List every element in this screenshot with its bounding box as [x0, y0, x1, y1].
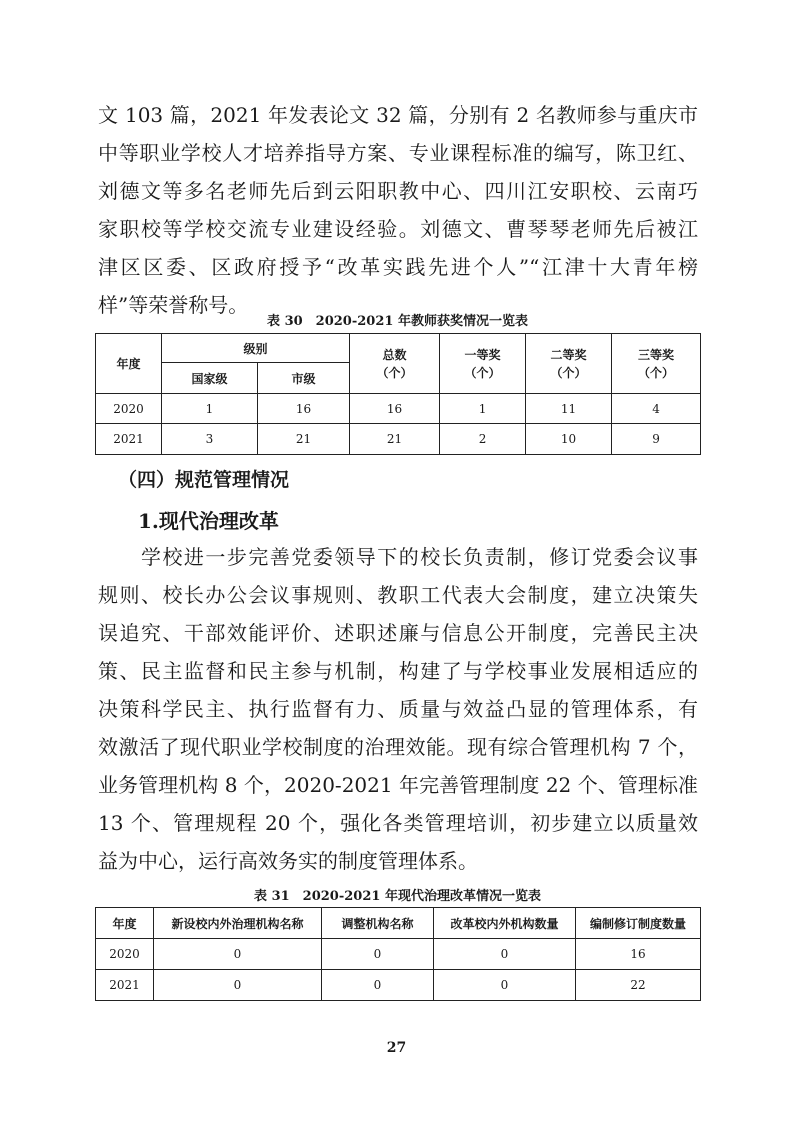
teacher-awards-table	[95, 333, 701, 455]
header-unit: （个）	[550, 365, 587, 380]
paragraph-teacher-achievements	[98, 96, 698, 324]
header-first-label: 一等奖	[464, 347, 501, 362]
text-line: 决策科学民主、执行监督有力、质量与效益凸显的管理体系，有	[98, 697, 698, 721]
header-second-prize	[526, 334, 612, 394]
table-cell: 11	[526, 394, 612, 424]
text-line: 误追究、干部效能评价、述职述廉与信息公开制度，完善民主决	[98, 621, 698, 645]
table-cell: 16	[576, 939, 701, 970]
table-cell: 1	[162, 394, 258, 424]
header-adjusted-bodies: 调整机构名称	[322, 908, 434, 939]
table-cell: 9	[612, 424, 701, 455]
header-third-label: 三等奖	[638, 347, 675, 362]
text-line: 样”等荣誉称号。	[98, 293, 249, 317]
text-line: 中等职业学校人才培养指导方案、专业课程标准的编写，陈卫红、	[98, 141, 698, 165]
text-line: 效激活了现代职业学校制度的治理效能。现有综合管理机构 7 个，	[98, 735, 698, 759]
table-cell: 16	[258, 394, 350, 424]
subsection-heading: 1.现代治理改革	[138, 509, 279, 533]
text-line: 业务管理机构 8 个，2020-2021 年完善管理制度 22 个、管理标准	[98, 773, 698, 797]
section-heading: （四）规范管理情况	[118, 469, 290, 491]
table-cell: 0	[154, 939, 322, 970]
header-unit: （个）	[638, 365, 675, 380]
header-year: 年度	[96, 908, 154, 939]
table-row	[96, 394, 701, 424]
table-cell: 2020	[96, 939, 154, 970]
page-number: 27	[386, 1040, 407, 1056]
header-new-bodies: 新设校内外治理机构名称	[154, 908, 322, 939]
header-reformed-count: 改革校内外机构数量	[434, 908, 576, 939]
table-cell: 0	[322, 939, 434, 970]
table-cell: 0	[322, 970, 434, 1001]
table-30-caption: 表 30 2020-2021 年教师获奖情况一览表	[267, 314, 528, 329]
header-unit: （个）	[376, 365, 413, 380]
table-cell: 3	[162, 424, 258, 455]
text-line: 益为中心，运行高效务实的制度管理体系。	[98, 849, 478, 873]
table-cell: 2021	[96, 970, 154, 1001]
table-cell: 0	[154, 970, 322, 1001]
text-line: 规则、校长办公会议事规则、教职工代表大会制度，建立决策失	[98, 583, 698, 607]
header-level: 级别	[162, 334, 350, 363]
header-year: 年度	[96, 334, 162, 394]
table-cell: 2	[440, 424, 526, 455]
text-line: 13 个、管理规程 20 个，强化各类管理培训，初步建立以质量效	[98, 811, 698, 835]
paragraph-governance-reform	[98, 538, 698, 880]
header-total-label: 总数	[382, 347, 407, 362]
text-line: 文 103 篇，2021 年发表论文 32 篇，分别有 2 名教师参与重庆市	[98, 103, 698, 127]
table-cell: 2021	[96, 424, 162, 455]
table-row	[96, 939, 701, 970]
table-cell: 2020	[96, 394, 162, 424]
table-cell: 1	[440, 394, 526, 424]
header-national: 国家级	[162, 363, 258, 394]
text-line: 家职校等学校交流专业建设经验。刘德文、曹琴琴老师先后被江	[98, 217, 698, 241]
text-line: 刘德文等多名老师先后到云阳职教中心、四川江安职校、云南巧	[98, 179, 698, 203]
table-31-caption: 表 31 2020-2021 年现代治理改革情况一览表	[254, 889, 541, 904]
header-revised-systems: 编制修订制度数量	[576, 908, 701, 939]
header-second-label: 二等奖	[550, 347, 587, 362]
text-line: 学校进一步完善党委领导下的校长负责制，修订党委会议事	[98, 545, 698, 569]
text-line: 策、民主监督和民主参与机制，构建了与学校事业发展相适应的	[98, 659, 698, 683]
table-cell: 0	[434, 970, 576, 1001]
table-cell: 0	[434, 939, 576, 970]
header-city: 市级	[258, 363, 350, 394]
header-total	[350, 334, 440, 394]
table-cell: 16	[350, 394, 440, 424]
text-line: 津区区委、区政府授予“改革实践先进个人”“江津十大青年榜	[98, 255, 698, 279]
governance-reform-table	[95, 907, 701, 1001]
table-cell: 21	[258, 424, 350, 455]
table-row	[96, 424, 701, 455]
table-cell: 22	[576, 970, 701, 1001]
table-cell: 4	[612, 394, 701, 424]
table-cell: 21	[350, 424, 440, 455]
header-unit: （个）	[464, 365, 501, 380]
table-cell: 10	[526, 424, 612, 455]
header-first-prize	[440, 334, 526, 394]
table-row	[96, 970, 701, 1001]
header-third-prize	[612, 334, 701, 394]
